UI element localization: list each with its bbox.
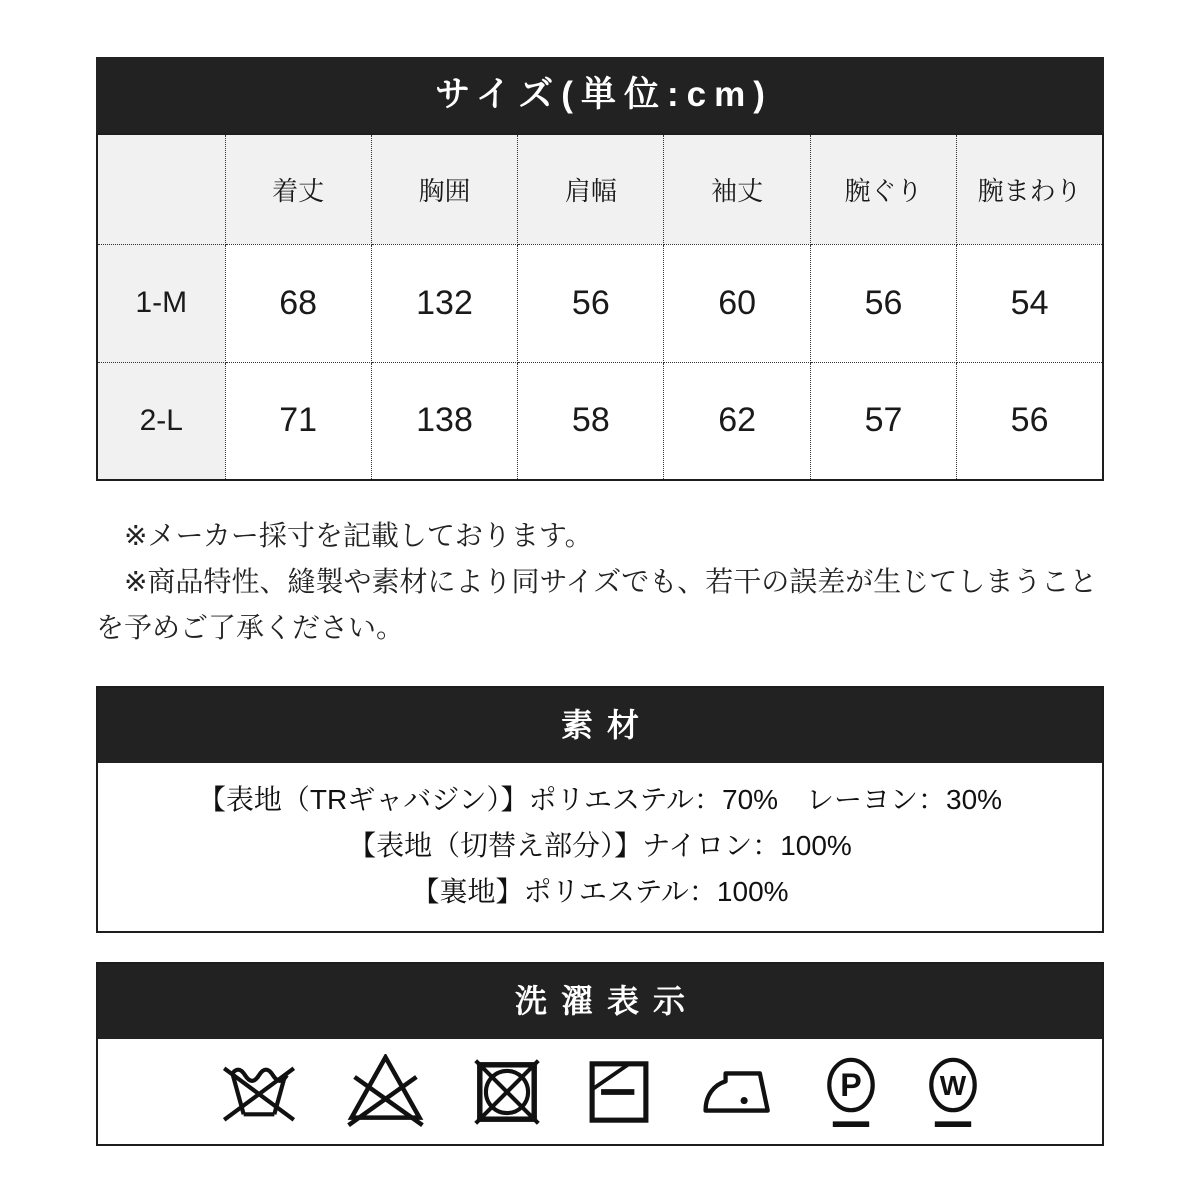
iron-low-heat-icon [697,1063,777,1121]
laundry-section [96,962,1104,1146]
size-value-cell: 56 [957,362,1103,480]
size-table-col-header: 腕ぐり [810,134,956,244]
svg-text:W: W [939,1069,966,1101]
content-column [96,0,1104,1146]
size-table-row [97,362,1103,480]
size-table-col-header: 袖丈 [664,134,810,244]
size-value-cell: 62 [664,362,810,480]
laundry-icons-row [98,1039,1102,1144]
size-value-cell: 71 [225,362,371,480]
dry-clean-p-gentle-icon [823,1055,879,1129]
size-section-title: サイズ(単位:cm) [435,75,773,114]
size-table-col-header: 腕まわり [957,134,1103,244]
size-table-row [97,244,1103,362]
size-row-label: 1-M [97,244,225,362]
material-section [96,686,1104,933]
size-value-cell: 60 [664,244,810,362]
size-table [96,133,1104,481]
size-table-corner-cell [97,134,225,244]
material-line: 【表地（切替え部分）】ナイロン：100% [348,830,852,861]
material-section-header-bar [98,688,1102,763]
measurement-notes [96,513,1104,651]
size-value-cell: 56 [810,244,956,362]
size-value-cell: 68 [225,244,371,362]
dry-flat-in-shade-icon [587,1060,651,1124]
size-value-cell: 138 [371,362,517,480]
size-value-cell: 58 [518,362,664,480]
size-value-cell: 57 [810,362,956,480]
size-row-label: 2-L [97,362,225,480]
size-table-col-header: 胸囲 [371,134,517,244]
size-section-header-bar [96,57,1104,133]
size-value-cell: 56 [518,244,664,362]
note-line: ※メーカー採寸を記載しております。 [124,520,593,551]
size-value-cell: 132 [371,244,517,362]
size-table-header-row [97,134,1103,244]
material-line: 【表地（TRギャバジン）】ポリエステル：70% レーヨン：30% [197,784,1003,815]
size-table-col-header: 着丈 [225,134,371,244]
do-not-bleach-icon [344,1054,427,1130]
note-line: ※商品特性、縫製や素材により同サイズでも、若干の誤差が生じてしまうことを予めご了承ください。 [96,566,1098,643]
size-table-col-header: 肩幅 [518,134,664,244]
laundry-section-header-bar [98,964,1102,1039]
svg-text:P: P [839,1066,862,1103]
do-not-tumble-dry-icon [473,1058,541,1126]
do-not-wash-icon [220,1057,298,1127]
material-section-title: 素材 [560,707,653,743]
size-value-cell: 54 [957,244,1103,362]
material-body [98,763,1102,931]
material-line: 【裏地】ポリエステル：100% [411,876,789,907]
wet-clean-gentle-icon [925,1055,981,1129]
size-section [96,57,1104,481]
laundry-section-title: 洗濯表示 [514,983,699,1019]
